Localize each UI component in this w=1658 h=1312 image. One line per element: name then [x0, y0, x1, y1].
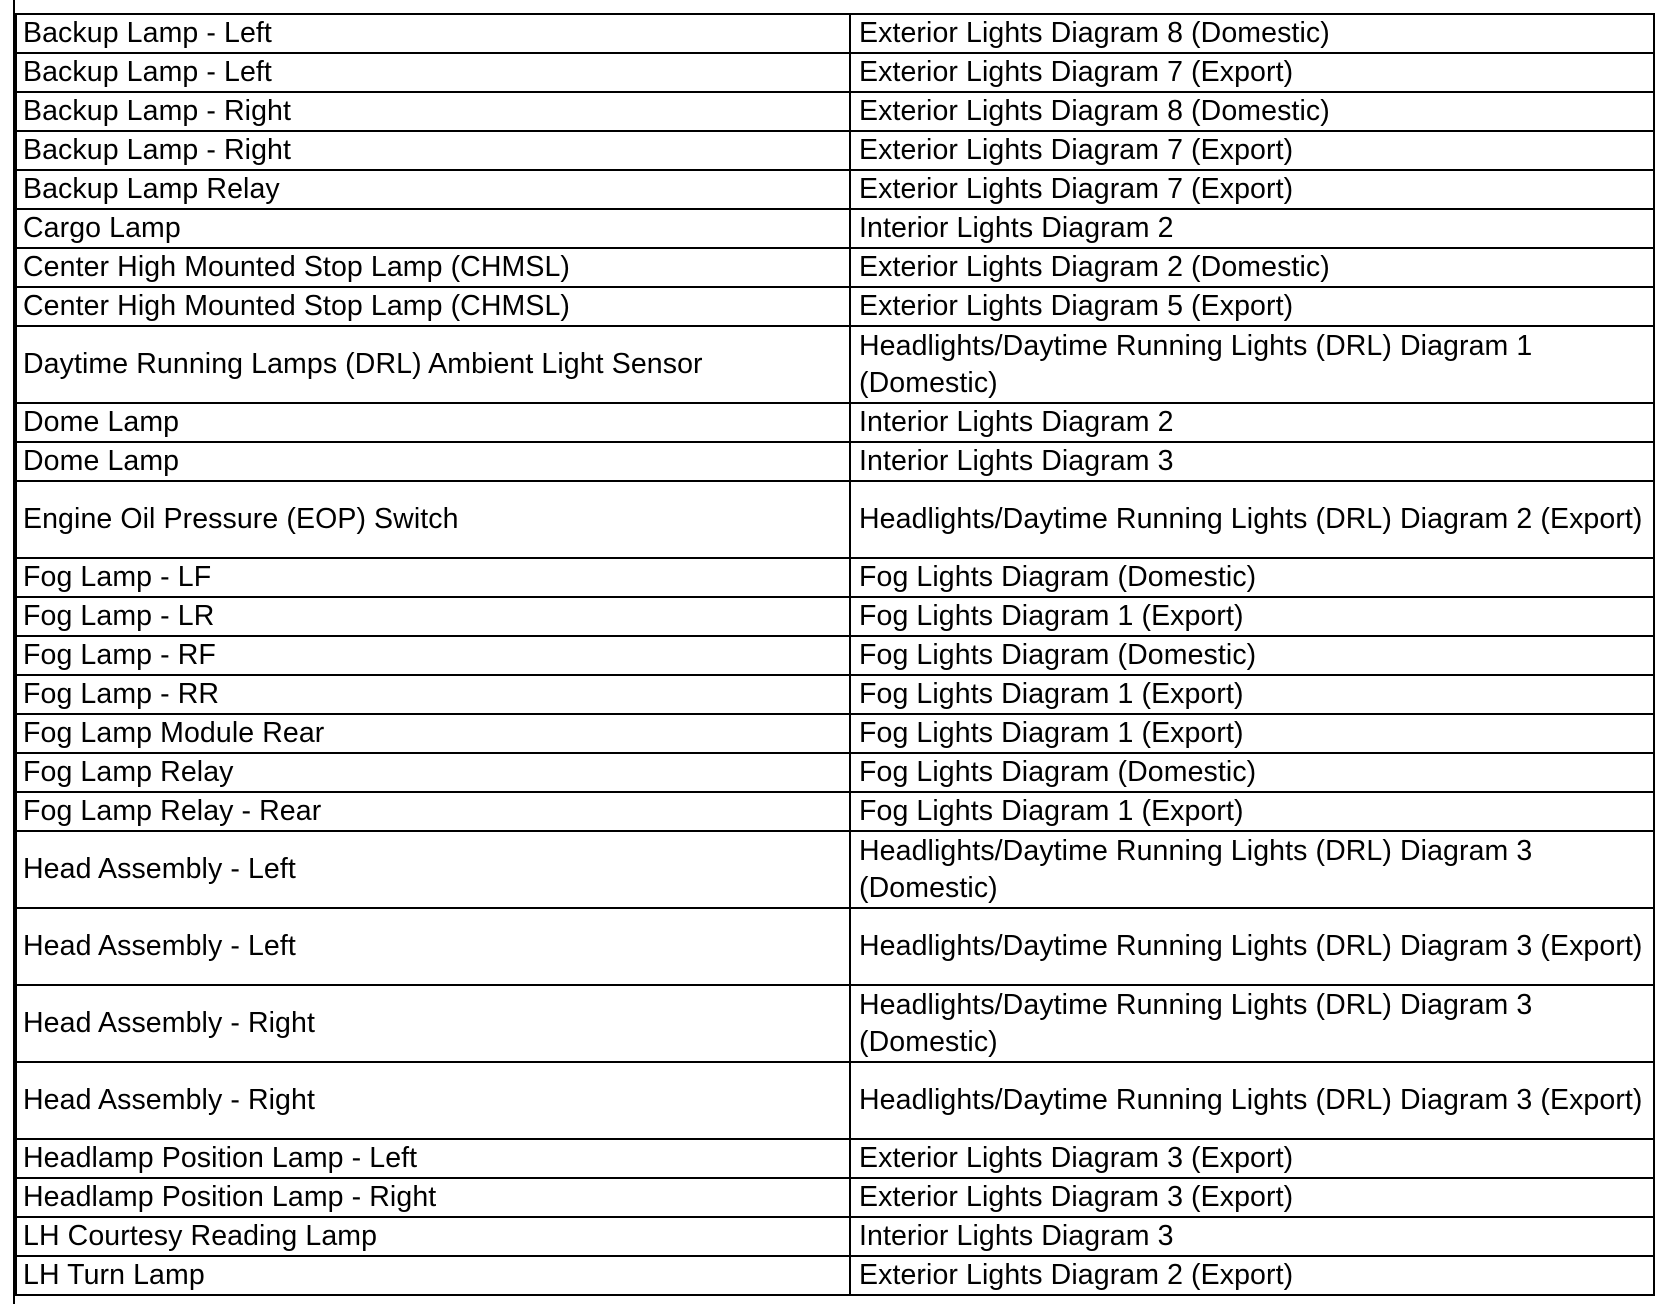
- component-cell: Engine Oil Pressure (EOP) Switch: [16, 481, 850, 558]
- component-cell: Fog Lamp Relay: [16, 753, 850, 792]
- table-row: [16, 675, 1654, 714]
- component-cell: Fog Lamp - RF: [16, 636, 850, 675]
- component-cell: Head Assembly - Left: [16, 831, 850, 908]
- diagram-location-cell: Exterior Lights Diagram 3 (Export): [850, 1139, 1654, 1178]
- component-cell: Center High Mounted Stop Lamp (CHMSL): [16, 287, 850, 326]
- component-cell: Dome Lamp: [16, 403, 850, 442]
- diagram-location-cell: Fog Lights Diagram (Domestic): [850, 753, 1654, 792]
- diagram-location-cell: Exterior Lights Diagram 2 (Domestic): [850, 248, 1654, 287]
- table-row: [16, 1217, 1654, 1256]
- diagram-location-cell: Fog Lights Diagram 1 (Export): [850, 714, 1654, 753]
- component-cell: Fog Lamp Module Rear: [16, 714, 850, 753]
- component-cell: Backup Lamp - Right: [16, 131, 850, 170]
- table-row: [16, 558, 1654, 597]
- table-row: [16, 14, 1654, 53]
- table-row: [16, 403, 1654, 442]
- diagram-location-cell: Fog Lights Diagram (Domestic): [850, 558, 1654, 597]
- component-cell: Backup Lamp - Left: [16, 14, 850, 53]
- diagram-location-cell: Exterior Lights Diagram 7 (Export): [850, 170, 1654, 209]
- component-cell: Backup Lamp - Right: [16, 92, 850, 131]
- table-row: [16, 1062, 1654, 1139]
- diagram-location-cell: Interior Lights Diagram 3: [850, 442, 1654, 481]
- diagram-location-cell: Fog Lights Diagram 1 (Export): [850, 792, 1654, 831]
- diagram-location-cell: Exterior Lights Diagram 2 (Export): [850, 1256, 1654, 1295]
- diagram-location-cell: Fog Lights Diagram 1 (Export): [850, 597, 1654, 636]
- component-cell: Headlamp Position Lamp - Left: [16, 1139, 850, 1178]
- component-cell: Fog Lamp - LF: [16, 558, 850, 597]
- diagram-location-cell: Headlights/Daytime Running Lights (DRL) Diagram 1 (Domestic): [850, 326, 1654, 403]
- table-row: [16, 287, 1654, 326]
- table-row: [16, 326, 1654, 403]
- table-row: [16, 714, 1654, 753]
- component-cell: Head Assembly - Left: [16, 908, 850, 985]
- table-row: [16, 170, 1654, 209]
- table-row: [16, 597, 1654, 636]
- table-row: [16, 1256, 1654, 1295]
- table-row: [16, 831, 1654, 908]
- diagram-location-cell: Fog Lights Diagram 1 (Export): [850, 675, 1654, 714]
- diagram-location-cell: Interior Lights Diagram 3: [850, 1217, 1654, 1256]
- diagram-location-cell: Exterior Lights Diagram 7 (Export): [850, 53, 1654, 92]
- diagram-location-cell: Headlights/Daytime Running Lights (DRL) Diagram 2 (Export): [850, 481, 1654, 558]
- table-row: [16, 53, 1654, 92]
- diagram-location-cell: Fog Lights Diagram (Domestic): [850, 636, 1654, 675]
- diagram-location-cell: Interior Lights Diagram 2: [850, 403, 1654, 442]
- diagram-location-cell: Headlights/Daytime Running Lights (DRL) Diagram 3 (Domestic): [850, 831, 1654, 908]
- diagram-location-cell: Exterior Lights Diagram 8 (Domestic): [850, 14, 1654, 53]
- table-row: [16, 792, 1654, 831]
- diagram-location-cell: Exterior Lights Diagram 7 (Export): [850, 131, 1654, 170]
- component-cell: Dome Lamp: [16, 442, 850, 481]
- diagram-location-cell: Exterior Lights Diagram 5 (Export): [850, 287, 1654, 326]
- table-row: [16, 248, 1654, 287]
- component-index-table: [15, 13, 1655, 1296]
- table-row: [16, 209, 1654, 248]
- component-cell: LH Turn Lamp: [16, 1256, 850, 1295]
- diagram-location-cell: Headlights/Daytime Running Lights (DRL) Diagram 3 (Export): [850, 908, 1654, 985]
- table-row: [16, 481, 1654, 558]
- diagram-location-cell: Exterior Lights Diagram 3 (Export): [850, 1178, 1654, 1217]
- component-cell: Fog Lamp - RR: [16, 675, 850, 714]
- diagram-location-cell: Exterior Lights Diagram 8 (Domestic): [850, 92, 1654, 131]
- table-row: [16, 1139, 1654, 1178]
- table-row: [16, 985, 1654, 1062]
- table-row: [16, 908, 1654, 985]
- component-cell: Center High Mounted Stop Lamp (CHMSL): [16, 248, 850, 287]
- component-cell: Cargo Lamp: [16, 209, 850, 248]
- table-row: [16, 442, 1654, 481]
- diagram-location-cell: Interior Lights Diagram 2: [850, 209, 1654, 248]
- diagram-location-cell: Headlights/Daytime Running Lights (DRL) Diagram 3 (Domestic): [850, 985, 1654, 1062]
- table-row: [16, 1178, 1654, 1217]
- component-cell: Head Assembly - Right: [16, 985, 850, 1062]
- component-cell: Fog Lamp - LR: [16, 597, 850, 636]
- component-cell: Head Assembly - Right: [16, 1062, 850, 1139]
- table-row: [16, 753, 1654, 792]
- table-row: [16, 92, 1654, 131]
- component-cell: Backup Lamp Relay: [16, 170, 850, 209]
- component-cell: LH Courtesy Reading Lamp: [16, 1217, 850, 1256]
- component-cell: Backup Lamp - Left: [16, 53, 850, 92]
- component-cell: Daytime Running Lamps (DRL) Ambient Light Sensor: [16, 326, 850, 403]
- component-cell: Fog Lamp Relay - Rear: [16, 792, 850, 831]
- table-row: [16, 131, 1654, 170]
- diagram-location-cell: Headlights/Daytime Running Lights (DRL) Diagram 3 (Export): [850, 1062, 1654, 1139]
- table-row: [16, 636, 1654, 675]
- component-cell: Headlamp Position Lamp - Right: [16, 1178, 850, 1217]
